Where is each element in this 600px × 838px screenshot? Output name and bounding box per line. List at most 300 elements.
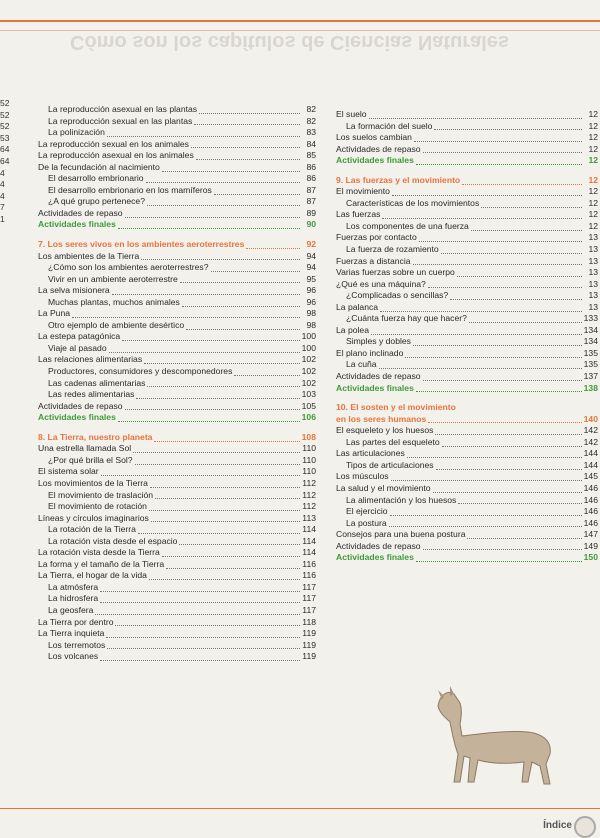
- toc-entry-title: Muchas plantas, muchos animales: [48, 296, 180, 307]
- toc-entry[interactable]: [38, 640, 316, 652]
- toc-entry-page: 89: [306, 207, 316, 218]
- toc-entry[interactable]: [336, 109, 598, 121]
- toc-entry-page: 119: [302, 628, 316, 639]
- toc-entry[interactable]: [336, 221, 598, 233]
- dot-leader: [214, 187, 300, 195]
- toc-entry[interactable]: [38, 331, 316, 343]
- toc-entry-title: Los suelos cambian: [336, 132, 412, 143]
- toc-entry-title: Las redes alimentarias: [48, 389, 135, 400]
- toc-entry[interactable]: [38, 173, 316, 185]
- dot-leader: [413, 257, 582, 265]
- toc-entry-title: La reproducción asexual en los animales: [38, 150, 194, 161]
- toc-entry-title: Viaje al pasado: [48, 342, 107, 353]
- toc-entry-title: La polinización: [48, 127, 105, 138]
- toc-entry[interactable]: [336, 460, 598, 472]
- toc-entry[interactable]: [336, 506, 598, 518]
- toc-entry-title: Fuerzas por contacto: [336, 232, 417, 243]
- toc-entry-title: Actividades de repaso: [336, 371, 421, 382]
- toc-entry-page: 84: [306, 138, 316, 149]
- toc-entry[interactable]: [38, 617, 316, 629]
- toc-entry-title: El sistema solar: [38, 466, 99, 477]
- toc-entry-title: Actividades de repaso: [336, 143, 421, 154]
- dot-leader: [100, 653, 300, 661]
- toc-entry[interactable]: [336, 325, 598, 337]
- dot-leader: [423, 145, 582, 153]
- toc-entry[interactable]: [336, 232, 598, 244]
- toc-entry[interactable]: [38, 308, 316, 320]
- toc-entry-title: ¿Cómo son los ambientes aeroterrestres?: [48, 262, 209, 273]
- toc-entry[interactable]: [38, 139, 316, 151]
- toc-entry-title: La salud y el movimiento: [336, 482, 431, 493]
- toc-entry-title: ¿Por qué brilla el Sol?: [48, 454, 133, 465]
- toc-entry-page: 116: [302, 558, 316, 569]
- toc-entry[interactable]: [38, 628, 316, 640]
- left-strip-number: 52: [0, 98, 10, 108]
- toc-entry-title: 9. Las fuerzas y el movimiento: [336, 174, 461, 185]
- toc-entry[interactable]: [336, 348, 598, 360]
- left-strip-number: 4: [0, 179, 5, 190]
- toc-entry-title: Los terremotos: [48, 639, 106, 650]
- toc-entry-page: 92: [306, 239, 316, 250]
- toc-entry[interactable]: [38, 432, 316, 444]
- toc-entry-title: Líneas y círculos imaginarios: [38, 512, 149, 523]
- toc-entry-page: 117: [302, 593, 316, 604]
- toc-entry[interactable]: [336, 155, 598, 167]
- toc-entry-title: Actividades finales: [336, 155, 414, 166]
- dot-leader: [471, 223, 582, 231]
- left-strip-number: 53: [0, 132, 10, 143]
- toc-entry-page: 12: [588, 120, 598, 131]
- toc-entry-title: Las relaciones alimentarias: [38, 354, 143, 365]
- toc-entry[interactable]: [38, 524, 316, 536]
- toc-entry[interactable]: [38, 412, 316, 424]
- toc-entry-title: Otro ejemplo de ambiente desértico: [48, 319, 185, 330]
- toc-entry[interactable]: [38, 274, 316, 286]
- toc-entry[interactable]: [336, 186, 598, 198]
- toc-entry-title: Fuerzas a distancia: [336, 255, 411, 266]
- toc-entry[interactable]: [336, 425, 598, 437]
- dot-leader: [147, 379, 299, 387]
- toc-entry-page: 138: [583, 382, 598, 393]
- toc-entry-page: 100: [301, 342, 316, 353]
- dot-leader: [407, 450, 582, 458]
- dot-leader: [199, 106, 300, 114]
- toc-entry[interactable]: [38, 570, 316, 582]
- toc-entry[interactable]: [38, 262, 316, 274]
- toc-entry-title: 8. La Tierra, nuestro planeta: [38, 431, 153, 442]
- toc-entry-title: La cuña: [346, 359, 377, 370]
- toc-entry-page: 113: [302, 512, 316, 523]
- toc-entry[interactable]: [38, 455, 316, 467]
- toc-entry[interactable]: [38, 490, 316, 502]
- dot-leader: [433, 485, 582, 493]
- toc-entry[interactable]: [38, 443, 316, 455]
- left-strip-number: 52: [0, 121, 10, 132]
- toc-entry-title: La forma y el tamaño de la Tierra: [38, 558, 165, 569]
- toc-entry-page: 114: [302, 535, 316, 546]
- toc-entry-page: 82: [306, 115, 316, 126]
- dot-leader: [196, 152, 300, 160]
- toc-entry-title: La reproducción sexual en los animales: [38, 138, 189, 149]
- toc-entry[interactable]: [38, 104, 316, 116]
- dot-leader: [100, 584, 300, 592]
- toc-entry-page: 135: [583, 347, 598, 358]
- toc-entry[interactable]: [336, 414, 598, 426]
- dot-leader: [125, 402, 300, 410]
- toc-entry-title: La atmósfera: [48, 581, 99, 592]
- toc-entry-title: Las partes del esqueleto: [346, 436, 440, 447]
- toc-entry-page: 142: [583, 436, 598, 447]
- toc-entry-title: El esqueleto y los huesos: [336, 425, 434, 436]
- toc-entry[interactable]: [38, 185, 316, 197]
- toc-entry-page: 87: [306, 196, 316, 207]
- dot-leader: [481, 200, 582, 208]
- toc-entry-title: La polea: [336, 324, 369, 335]
- toc-entry-page: 144: [583, 459, 598, 470]
- toc-entry[interactable]: [38, 150, 316, 162]
- toc-entry[interactable]: [38, 366, 316, 378]
- toc-entry[interactable]: [336, 279, 598, 291]
- toc-entry[interactable]: [336, 290, 598, 302]
- toc-entry-title: La postura: [346, 517, 387, 528]
- dot-leader: [115, 618, 300, 626]
- toc-entry[interactable]: [38, 378, 316, 390]
- toc-entry[interactable]: [38, 297, 316, 309]
- dot-leader: [382, 211, 582, 219]
- toc-entry-page: 12: [588, 155, 598, 166]
- dot-leader: [413, 338, 582, 346]
- dot-leader: [179, 537, 300, 545]
- toc-entry-title: El movimiento de traslación: [48, 489, 154, 500]
- toc-entry[interactable]: [336, 448, 598, 460]
- toc-entry[interactable]: [38, 501, 316, 513]
- toc-entry-page: 95: [306, 273, 316, 284]
- dot-leader: [428, 280, 582, 288]
- toc-entry-page: 94: [306, 262, 316, 273]
- toc-entry[interactable]: [38, 513, 316, 525]
- toc-entry-page: 12: [588, 132, 598, 143]
- toc-entry-page: 13: [588, 232, 598, 243]
- toc-entry[interactable]: [38, 582, 316, 594]
- toc-entry-title: La Puna: [38, 308, 71, 319]
- toc-entry-page: 12: [588, 220, 598, 231]
- toc-entry[interactable]: [38, 605, 316, 617]
- toc-entry-title: Tipos de articulaciones: [346, 459, 434, 470]
- toc-entry-page: 146: [583, 494, 598, 505]
- toc-entry-page: 135: [583, 359, 598, 370]
- left-strip-number: 4: [0, 190, 5, 201]
- mirrored-title: Cómo son los capítulos de Ciencias Naturales: [70, 31, 510, 53]
- dot-leader: [442, 439, 582, 447]
- toc-entry[interactable]: [336, 383, 598, 395]
- toc-entry-page: 86: [306, 173, 316, 184]
- llama-illustration: [428, 684, 578, 794]
- toc-entry-title: Los volcanes: [48, 651, 99, 662]
- top-rule: [0, 20, 600, 22]
- toc-entry-title: Los movimientos de la Tierra: [38, 477, 148, 488]
- toc-entry-title: Productores, consumidores y descomponedores: [48, 366, 233, 377]
- dot-leader: [234, 368, 299, 376]
- toc-entry[interactable]: [38, 239, 316, 251]
- toc-entry[interactable]: [38, 208, 316, 220]
- toc-entry-page: 85: [306, 150, 316, 161]
- toc-entry[interactable]: [38, 536, 316, 548]
- toc-entry-title: Las fuerzas: [336, 209, 381, 220]
- toc-entry-title: en los seres humanos: [336, 413, 427, 424]
- toc-entry[interactable]: [336, 371, 598, 383]
- dot-leader: [371, 327, 582, 335]
- toc-entry-page: 146: [583, 482, 598, 493]
- toc-entry-title: El suelo: [336, 109, 367, 119]
- toc-entry-title: El movimiento de rotación: [48, 501, 147, 512]
- toc-entry[interactable]: [38, 547, 316, 559]
- dot-leader: [135, 457, 300, 465]
- footer-label: Índice: [543, 820, 572, 831]
- toc-entry-title: Características de los movimientos: [346, 197, 480, 208]
- toc-entry-title: La hidrosfera: [48, 593, 99, 604]
- toc-entry-page: 112: [302, 477, 316, 488]
- dot-leader: [435, 427, 581, 435]
- toc-entry[interactable]: [336, 302, 598, 314]
- toc-entry-page: 110: [302, 466, 316, 477]
- dot-leader: [391, 473, 582, 481]
- toc-entry[interactable]: [336, 541, 598, 553]
- toc-entry[interactable]: [336, 267, 598, 279]
- dot-leader: [166, 561, 300, 569]
- toc-entry[interactable]: [336, 518, 598, 530]
- toc-entry-title: ¿Complicadas o sencillas?: [346, 290, 449, 301]
- dot-leader: [182, 299, 300, 307]
- toc-entry[interactable]: [336, 121, 598, 133]
- toc-entry-title: La formación del suelo: [346, 120, 433, 131]
- toc-entry-title: Actividades finales: [336, 382, 414, 393]
- toc-entry-title: ¿Qué es una máquina?: [336, 278, 426, 289]
- toc-entry-page: 119: [302, 639, 316, 650]
- toc-entry[interactable]: [336, 483, 598, 495]
- toc-entry-page: 147: [583, 529, 598, 540]
- toc-entry-title: Actividades de repaso: [336, 540, 421, 551]
- toc-entry-title: El ejercicio: [346, 506, 388, 517]
- dot-leader: [392, 188, 582, 196]
- toc-entry[interactable]: [336, 198, 598, 210]
- toc-entry-page: 13: [588, 290, 598, 301]
- dot-leader: [106, 630, 300, 638]
- left-strip-number: 4: [0, 167, 5, 178]
- toc-entry[interactable]: [336, 175, 598, 187]
- toc-entry[interactable]: [38, 401, 316, 413]
- dot-leader: [125, 210, 300, 218]
- dot-leader: [434, 122, 582, 130]
- dot-leader: [144, 356, 300, 364]
- toc-entry-title: El plano inclinado: [336, 347, 404, 358]
- dot-leader: [149, 572, 300, 580]
- toc-entry-page: 87: [306, 184, 316, 195]
- dot-leader: [191, 140, 300, 148]
- toc-entry-title: Actividades finales: [38, 219, 116, 230]
- dot-leader: [423, 542, 582, 550]
- toc-entry[interactable]: [38, 285, 316, 297]
- dot-leader: [107, 129, 300, 137]
- toc-entry-page: 13: [588, 244, 598, 255]
- left-strip-number: 64: [0, 144, 10, 155]
- toc-entry-page: 118: [302, 616, 316, 627]
- dot-leader: [112, 287, 300, 295]
- toc-entry-title: Varias fuerzas sobre un cuerpo: [336, 267, 455, 278]
- dot-leader: [136, 391, 299, 399]
- toc-entry[interactable]: [38, 116, 316, 128]
- toc-entry-page: 149: [583, 540, 598, 551]
- toc-entry-page: 146: [583, 506, 598, 517]
- toc-entry-page: 106: [301, 412, 316, 423]
- toc-entry-page: 114: [302, 547, 316, 558]
- toc-entry-page: 100: [301, 331, 316, 342]
- toc-entry[interactable]: [38, 219, 316, 231]
- toc-entry[interactable]: [38, 162, 316, 174]
- toc-entry-page: 119: [302, 651, 316, 662]
- toc-entry-page: 86: [306, 161, 316, 172]
- toc-entry-title: ¿A qué grupo pertenece?: [48, 196, 145, 207]
- toc-entry[interactable]: [38, 354, 316, 366]
- toc-entry[interactable]: [336, 471, 598, 483]
- toc-entry-page: 12: [588, 143, 598, 154]
- toc-entry-title: Vivir en un ambiente aeroterrestre: [48, 273, 178, 284]
- toc-entry[interactable]: [336, 244, 598, 256]
- toc-entry-title: ¿Cuánta fuerza hay que hacer?: [346, 313, 467, 324]
- toc-entry[interactable]: [38, 196, 316, 208]
- toc-entry-page: 134: [583, 336, 598, 347]
- toc-entry-title: La reproducción asexual en las plantas: [48, 104, 198, 114]
- dot-leader: [369, 111, 582, 119]
- left-strip-number: 7: [0, 202, 5, 213]
- dot-leader: [180, 275, 300, 283]
- toc-entry[interactable]: [38, 389, 316, 401]
- dot-leader: [462, 177, 582, 185]
- toc-entry-title: La geosfera: [48, 604, 94, 615]
- dot-leader: [186, 322, 300, 330]
- toc-entry-title: Simples y dobles: [346, 336, 411, 347]
- dot-leader: [118, 221, 300, 229]
- toc-entry[interactable]: [336, 256, 598, 268]
- toc-entry[interactable]: [336, 402, 598, 414]
- toc-entry[interactable]: [336, 132, 598, 144]
- toc-entry-title: El desarrollo embrionario: [48, 173, 144, 184]
- toc-entry[interactable]: [336, 437, 598, 449]
- dot-leader: [390, 508, 582, 516]
- toc-entry[interactable]: [38, 651, 316, 663]
- toc-entry-title: La rotación vista desde el espacio: [48, 535, 178, 546]
- toc-entry[interactable]: [38, 343, 316, 355]
- dot-leader: [100, 595, 300, 603]
- toc-entry-page: 12: [588, 197, 598, 208]
- toc-entry-title: El desarrollo embrionario en los mamíferos: [48, 184, 212, 195]
- toc-entry-page: 94: [306, 250, 316, 261]
- toc-entry[interactable]: [38, 127, 316, 139]
- toc-entry-page: 13: [588, 301, 598, 312]
- toc-entry[interactable]: [38, 478, 316, 490]
- toc-entry-title: Las articulaciones: [336, 448, 405, 459]
- toc-entry-page: 82: [306, 104, 316, 114]
- toc-entry-page: 12: [588, 109, 598, 119]
- toc-entry-title: La Tierra por dentro: [38, 616, 114, 627]
- toc-entry-title: 7. Los seres vivos en los ambientes aeroterrestres: [38, 239, 245, 250]
- toc-entry-page: 12: [588, 174, 598, 185]
- toc-entry-page: 108: [301, 431, 316, 442]
- toc-entry[interactable]: [336, 359, 598, 371]
- dot-leader: [416, 157, 582, 165]
- toc-entry[interactable]: [38, 559, 316, 571]
- dot-leader: [380, 304, 582, 312]
- dot-leader: [423, 373, 582, 381]
- toc-entry-title: La rotación vista desde la Tierra: [38, 547, 160, 558]
- dot-leader: [162, 549, 300, 557]
- toc-entry-title: La rotación de la Tierra: [48, 524, 136, 535]
- toc-entry-title: Los músculos: [336, 471, 389, 482]
- toc-entry-page: 142: [583, 425, 598, 436]
- dot-leader: [246, 241, 300, 249]
- left-strip-number: 52: [0, 109, 10, 120]
- toc-entry[interactable]: [336, 336, 598, 348]
- dot-leader: [469, 315, 582, 323]
- toc-entry-page: 145: [583, 471, 598, 482]
- toc-entry-title: Actividades de repaso: [38, 207, 123, 218]
- toc-entry[interactable]: [38, 251, 316, 263]
- dot-leader: [428, 415, 581, 423]
- toc-entry-title: La selva misionera: [38, 285, 110, 296]
- toc-entry-title: Las cadenas alimentarias: [48, 377, 146, 388]
- toc-column-right: [336, 109, 598, 564]
- dot-leader: [147, 198, 300, 206]
- toc-entry[interactable]: [336, 552, 598, 564]
- toc-entry[interactable]: [38, 466, 316, 478]
- dot-leader: [416, 554, 582, 562]
- toc-entry-page: 83: [306, 127, 316, 138]
- toc-entry-title: De la fecundación al nacimiento: [38, 161, 160, 172]
- dot-leader: [95, 607, 300, 615]
- bottom-rule: [0, 808, 600, 809]
- toc-entry[interactable]: [38, 320, 316, 332]
- toc-entry-page: 96: [306, 296, 316, 307]
- toc-entry[interactable]: [336, 495, 598, 507]
- toc-entry[interactable]: [336, 144, 598, 156]
- dot-leader: [211, 264, 301, 272]
- toc-entry-page: 137: [583, 371, 598, 382]
- toc-entry[interactable]: [38, 593, 316, 605]
- toc-entry-title: Actividades finales: [336, 552, 414, 563]
- toc-entry-page: 102: [301, 377, 316, 388]
- dot-leader: [109, 345, 300, 353]
- dot-leader: [441, 246, 582, 254]
- toc-entry-title: La estepa patagónica: [38, 331, 121, 342]
- toc-entry-title: El movimiento: [336, 186, 390, 197]
- toc-entry-title: La reproducción sexual en las plantas: [48, 115, 193, 126]
- toc-entry-page: 105: [301, 400, 316, 411]
- toc-entry[interactable]: [336, 529, 598, 541]
- dot-leader: [155, 491, 300, 499]
- toc-entry-title: La alimentación y los huesos: [346, 494, 457, 505]
- toc-entry[interactable]: [336, 313, 598, 325]
- toc-entry-page: 98: [306, 319, 316, 330]
- dot-leader: [458, 496, 581, 504]
- toc-entry-title: Los ambientes de la Tierra: [38, 250, 140, 261]
- dot-leader: [419, 234, 582, 242]
- toc-entry-title: Actividades de repaso: [38, 400, 123, 411]
- toc-entry[interactable]: [336, 209, 598, 221]
- toc-entry-page: 13: [588, 278, 598, 289]
- toc-entry-title: La Tierra inquieta: [38, 628, 105, 639]
- toc-entry-page: 134: [583, 324, 598, 335]
- dot-leader: [101, 468, 300, 476]
- toc-column-left: [38, 104, 316, 663]
